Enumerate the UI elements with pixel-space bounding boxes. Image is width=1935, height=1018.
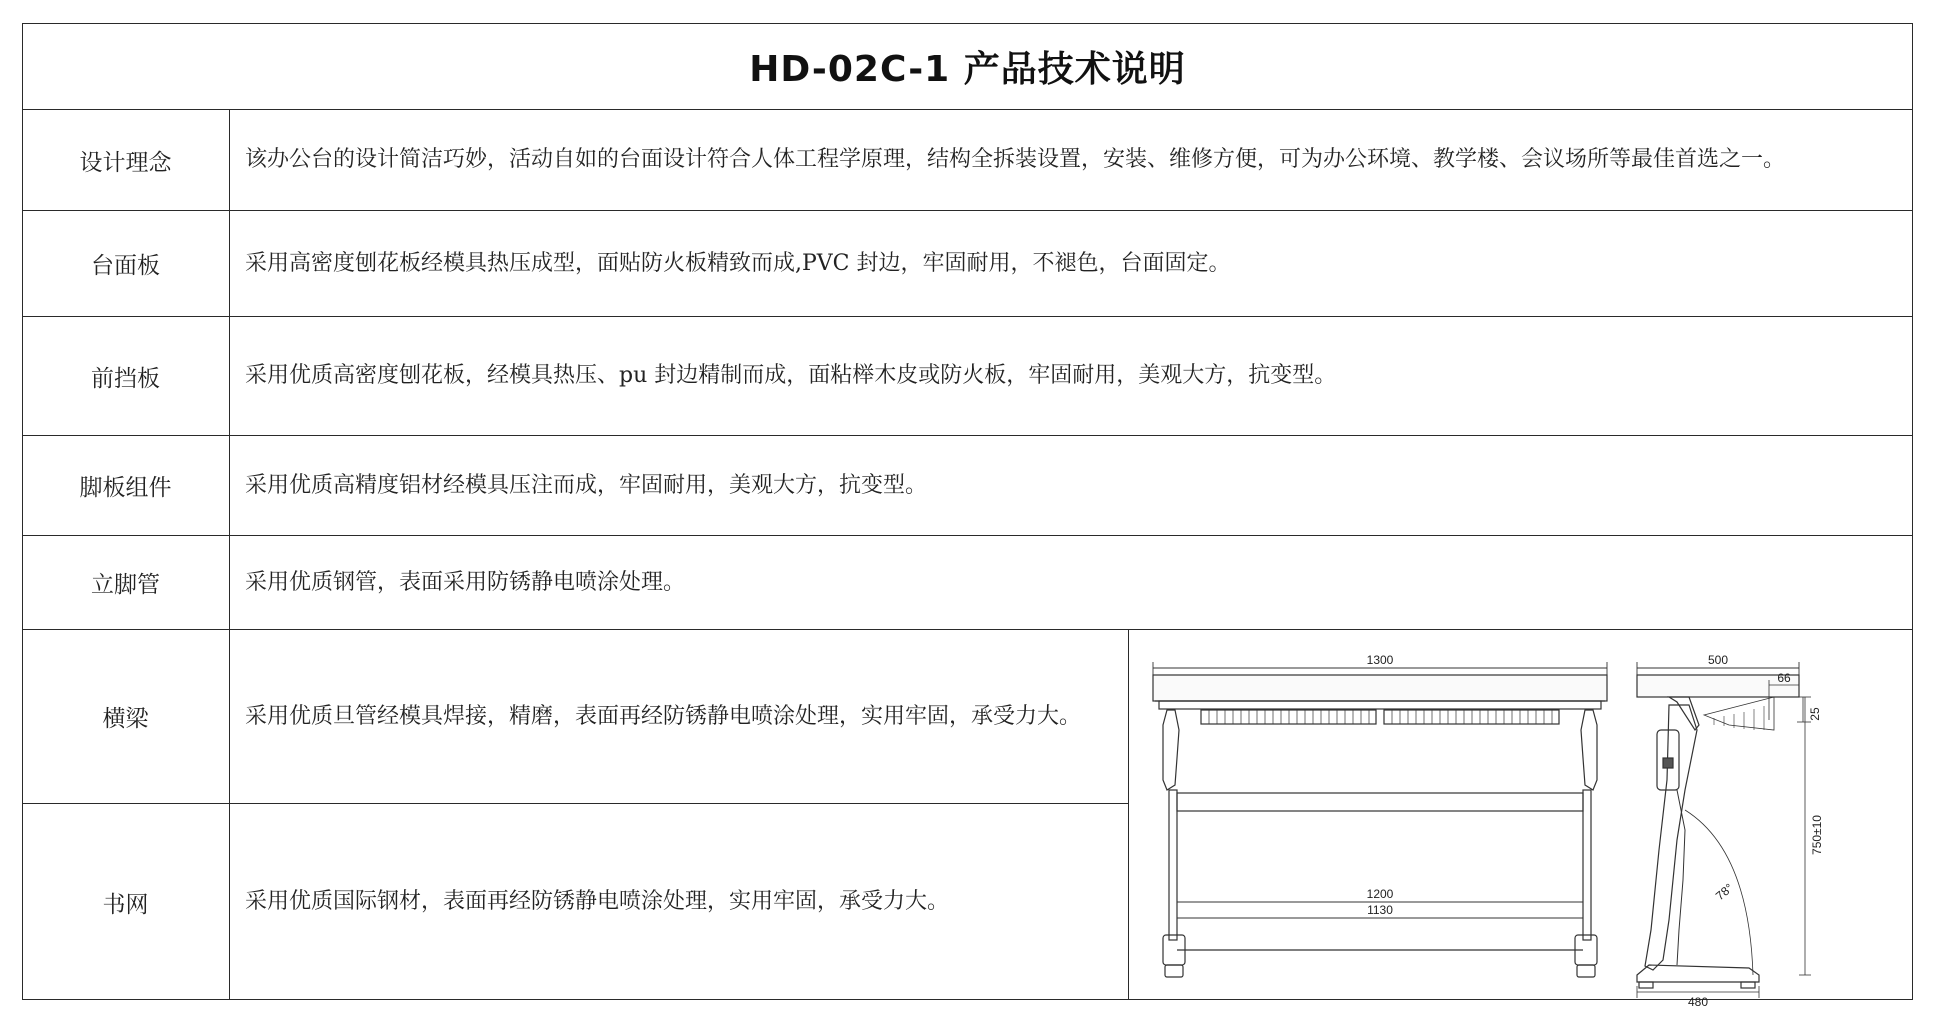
spec-label: 立脚管 [22, 536, 230, 629]
front-view-drawing [1153, 662, 1607, 977]
spec-label: 设计理念 [22, 110, 230, 210]
spec-description [230, 436, 1913, 535]
spec-description [230, 317, 1913, 435]
spec-description-text: 该办公台的设计简洁巧妙，活动自如的台面设计符合人体工程学原理，结构全拆装设置，安装、维修方便，可为办公环境、教学楼、会议场所等最佳首选之一。 [245, 147, 1786, 172]
side-view-drawing [1637, 662, 1811, 998]
page-title: HD-02C-1 产品技术说明 [22, 23, 1913, 110]
spec-split-section [22, 630, 1913, 1009]
spec-row-front-panel [22, 317, 1913, 436]
dim-thickness: 25 [1808, 707, 1822, 721]
dim-side-depth: 500 [1707, 653, 1729, 667]
dim-top-width: 1300 [1366, 653, 1394, 667]
spec-label: 台面板 [22, 211, 230, 316]
technical-drawing-svg [1129, 630, 1914, 1009]
spec-row-design [22, 110, 1913, 211]
spec-label: 前挡板 [22, 317, 230, 435]
spec-row-net [22, 804, 1128, 1000]
spec-description [230, 110, 1913, 210]
dim-angle: 78° [1712, 880, 1736, 904]
spec-description-text: 采用高密度刨花板经模具热压成型，面贴防火板精致而成,PVC 封边，牢固耐用，不褪色，台面固定。 [245, 250, 1231, 276]
spec-label: 脚板组件 [22, 436, 230, 535]
spec-description-text: 采用优质高密度刨花板，经模具热压、pu 封边精制而成，面粘榉木皮或防火板，牢固耐用，美观大方，抗变型。 [245, 363, 1337, 388]
dim-base-depth: 480 [1687, 995, 1709, 1009]
dim-base-width: 1130 [1367, 903, 1393, 917]
spec-row-foot [22, 436, 1913, 536]
spec-label: 横梁 [22, 630, 230, 803]
spec-row-beam [22, 630, 1128, 804]
spec-description-text: 采用优质国际钢材，表面再经防锈静电喷涂处理，实用牢固，承受力大。 [245, 889, 950, 914]
spec-description [230, 536, 1913, 629]
spec-description [230, 804, 1128, 1000]
spec-label: 书网 [22, 804, 230, 1000]
spec-description [230, 211, 1913, 316]
dim-offset: 66 [1777, 671, 1791, 685]
spec-description-text: 采用优质钢管，表面采用防锈静电喷涂处理。 [245, 569, 686, 595]
spec-description-text: 采用优质旦管经模具焊接，精磨，表面再经防锈静电喷涂处理，实用牢固，承受力大。 [245, 703, 1082, 729]
technical-drawing [1128, 630, 1913, 1009]
spec-description [230, 630, 1128, 803]
spec-document [22, 23, 1913, 1009]
dim-height: 750±10 [1810, 815, 1824, 855]
spec-description-text: 采用优质高精度铝材经模具压注而成，牢固耐用，美观大方，抗变型。 [245, 472, 928, 498]
spec-row-desktop [22, 211, 1913, 317]
spec-row-leg [22, 536, 1913, 630]
dim-inner-width: 1200 [1366, 887, 1394, 901]
